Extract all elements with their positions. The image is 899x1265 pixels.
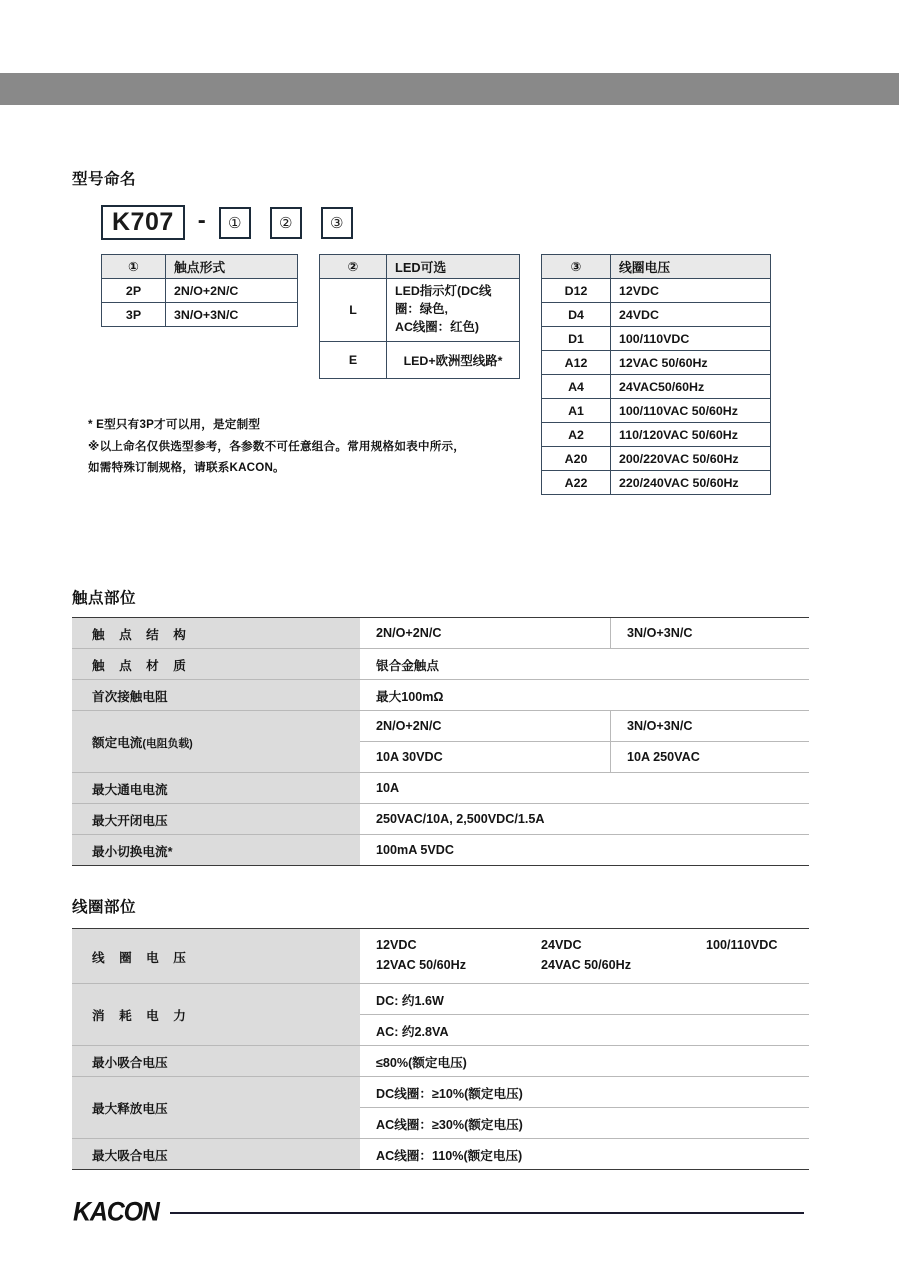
table-row xyxy=(72,680,809,711)
option-table-led xyxy=(319,254,520,379)
table-row xyxy=(72,773,809,804)
spec-value: 250VAC/10A, 2,500VDC/1.5A xyxy=(360,804,809,835)
table-row xyxy=(72,835,809,866)
coil-voltage-dc: 100/110VDC xyxy=(706,938,778,953)
spec-value: AC线圈：≥30%(额定电压) xyxy=(360,1108,809,1139)
coil-voltage-dc: 12VDC xyxy=(376,938,417,953)
header-band xyxy=(0,73,899,105)
model-naming-footnotes xyxy=(88,414,465,479)
table-row xyxy=(320,279,520,342)
col-header-coil-voltage: 线圈电压 xyxy=(611,255,771,279)
model-code-dash: - xyxy=(197,206,206,234)
option-table-coil-voltage xyxy=(541,254,771,495)
coil-voltage-column xyxy=(706,936,777,976)
coil-voltage-value: 12VDC xyxy=(611,279,771,303)
col-header-slot2: ② xyxy=(320,255,387,279)
spec-label: 最大开闭电压 xyxy=(72,804,360,835)
model-slot-3: ③ xyxy=(321,207,353,239)
coil-voltage-value: 100/110VDC xyxy=(611,327,771,351)
table-row xyxy=(542,327,771,351)
table-row xyxy=(542,375,771,399)
table-row xyxy=(542,279,771,303)
table-row xyxy=(72,1046,809,1077)
contact-form-key: 3P xyxy=(102,303,166,327)
coil-voltage-key: A1 xyxy=(542,399,611,423)
spec-label: 触 点 结 构 xyxy=(72,618,360,649)
spec-value: AC: 约2.8VA xyxy=(360,1015,809,1046)
led-option-value-line1: LED指示灯(DC线圈：绿色, xyxy=(395,284,492,316)
table-row xyxy=(72,804,809,835)
spec-value-coil-voltage xyxy=(360,929,809,984)
coil-voltage-ac: 24VAC 50/60Hz xyxy=(541,958,632,972)
coil-voltage-key: D12 xyxy=(542,279,611,303)
coil-voltage-key: A2 xyxy=(542,423,611,447)
coil-voltage-key: A22 xyxy=(542,471,611,495)
coil-voltage-key: A4 xyxy=(542,375,611,399)
footnote-line: ※以上命名仅供选型参考，各参数不可任意组合。常用规格如表中所示， xyxy=(88,439,466,453)
led-option-key: L xyxy=(320,279,387,342)
spec-value: 10A xyxy=(360,773,809,804)
table-header-row xyxy=(320,255,520,279)
spec-value: ≤80%(额定电压) xyxy=(360,1046,809,1077)
model-slot-1: ① xyxy=(219,207,251,239)
spec-value: AC线圈：110%(额定电压) xyxy=(360,1139,809,1170)
table-row xyxy=(72,649,809,680)
spec-value-3p: 10A 250VAC xyxy=(611,742,810,773)
coil-voltage-key: A20 xyxy=(542,447,611,471)
spec-label-rated-current: 额定电流(电阻负载) xyxy=(72,711,360,773)
contact-form-key: 2P xyxy=(102,279,166,303)
footer-divider xyxy=(170,1212,804,1214)
contact-spec-table xyxy=(72,617,809,866)
model-slot-2: ② xyxy=(270,207,302,239)
table-row xyxy=(542,351,771,375)
coil-voltage-value: 220/240VAC 50/60Hz xyxy=(611,471,771,495)
coil-voltage-key: D4 xyxy=(542,303,611,327)
spec-label: 首次接触电阻 xyxy=(72,680,360,711)
led-option-value-line2: AC线圈：红色) xyxy=(395,319,479,334)
spec-value-2p: 2N/O+2N/C xyxy=(360,711,611,742)
model-code-box: K707 xyxy=(101,205,185,240)
model-naming-title: 型号命名 xyxy=(72,171,137,188)
coil-voltage-value: 12VAC 50/60Hz xyxy=(611,351,771,375)
table-row xyxy=(72,984,809,1015)
kacon-logo: KACON xyxy=(73,1197,159,1227)
coil-voltage-value: 24VDC xyxy=(611,303,771,327)
coil-voltage-column xyxy=(376,936,541,976)
spec-value-2p: 10A 30VDC xyxy=(360,742,611,773)
coil-voltage-ac: 12VAC 50/60Hz xyxy=(376,958,467,972)
footnote-line: 如需特殊订制规格，请联系KACON。 xyxy=(88,461,285,475)
table-row xyxy=(542,447,771,471)
table-row xyxy=(72,1139,809,1170)
spec-value-3p: 3N/O+3N/C xyxy=(611,618,810,649)
table-header-row xyxy=(542,255,771,279)
spec-label: 触 点 材 质 xyxy=(72,649,360,680)
contact-form-value: 2N/O+2N/C xyxy=(166,279,298,303)
spec-label: 最大吸合电压 xyxy=(72,1139,360,1170)
table-row xyxy=(72,929,809,984)
coil-voltage-column xyxy=(541,936,706,976)
spec-label: 最小吸合电压 xyxy=(72,1046,360,1077)
footnote-line: * E型只有3P才可以用，是定制型 xyxy=(88,418,261,431)
spec-label: 消 耗 电 力 xyxy=(72,984,360,1046)
col-header-slot3: ③ xyxy=(542,255,611,279)
col-header-slot1: ① xyxy=(102,255,166,279)
table-row xyxy=(542,303,771,327)
coil-voltage-key: D1 xyxy=(542,327,611,351)
table-row xyxy=(102,279,298,303)
coil-spec-table xyxy=(72,928,809,1170)
table-row xyxy=(72,711,809,742)
spec-value: 100mA 5VDC xyxy=(360,835,809,866)
spec-label: 最大释放电压 xyxy=(72,1077,360,1139)
coil-voltage-value: 24VAC50/60Hz xyxy=(611,375,771,399)
spec-value: 银合金触点 xyxy=(360,649,809,680)
table-row xyxy=(542,423,771,447)
model-code-row xyxy=(101,205,353,240)
table-row xyxy=(102,303,298,327)
col-header-contact-form: 触点形式 xyxy=(166,255,298,279)
coil-voltage-grid xyxy=(360,930,809,982)
table-row xyxy=(72,1077,809,1108)
coil-voltage-value: 110/120VAC 50/60Hz xyxy=(611,423,771,447)
contact-section-title: 触点部位 xyxy=(72,590,137,607)
spec-label: 最大通电电流 xyxy=(72,773,360,804)
spec-label: 最小切换电流* xyxy=(72,835,360,866)
led-option-value xyxy=(387,279,520,342)
coil-voltage-dc: 24VDC xyxy=(541,938,582,953)
spec-value-3p: 3N/O+3N/C xyxy=(611,711,810,742)
table-row xyxy=(320,341,520,378)
coil-voltage-value: 100/110VAC 50/60Hz xyxy=(611,399,771,423)
spec-value: DC线圈：≥10%(额定电压) xyxy=(360,1077,809,1108)
table-row xyxy=(542,471,771,495)
spec-label-coil-voltage: 线 圈 电 压 xyxy=(72,929,360,984)
coil-voltage-value: 200/220VAC 50/60Hz xyxy=(611,447,771,471)
contact-form-value: 3N/O+3N/C xyxy=(166,303,298,327)
option-table-contact-form xyxy=(101,254,298,327)
spec-value-2p: 2N/O+2N/C xyxy=(360,618,611,649)
table-row xyxy=(542,399,771,423)
table-header-row xyxy=(102,255,298,279)
coil-section-title: 线圈部位 xyxy=(72,899,137,916)
coil-voltage-key: A12 xyxy=(542,351,611,375)
led-option-value: LED+欧洲型线路* xyxy=(387,341,520,378)
spec-value: DC: 约1.6W xyxy=(360,984,809,1015)
table-row xyxy=(72,618,809,649)
col-header-led: LED可选 xyxy=(387,255,520,279)
led-option-key: E xyxy=(320,341,387,378)
spec-value: 最大100mΩ xyxy=(360,680,809,711)
